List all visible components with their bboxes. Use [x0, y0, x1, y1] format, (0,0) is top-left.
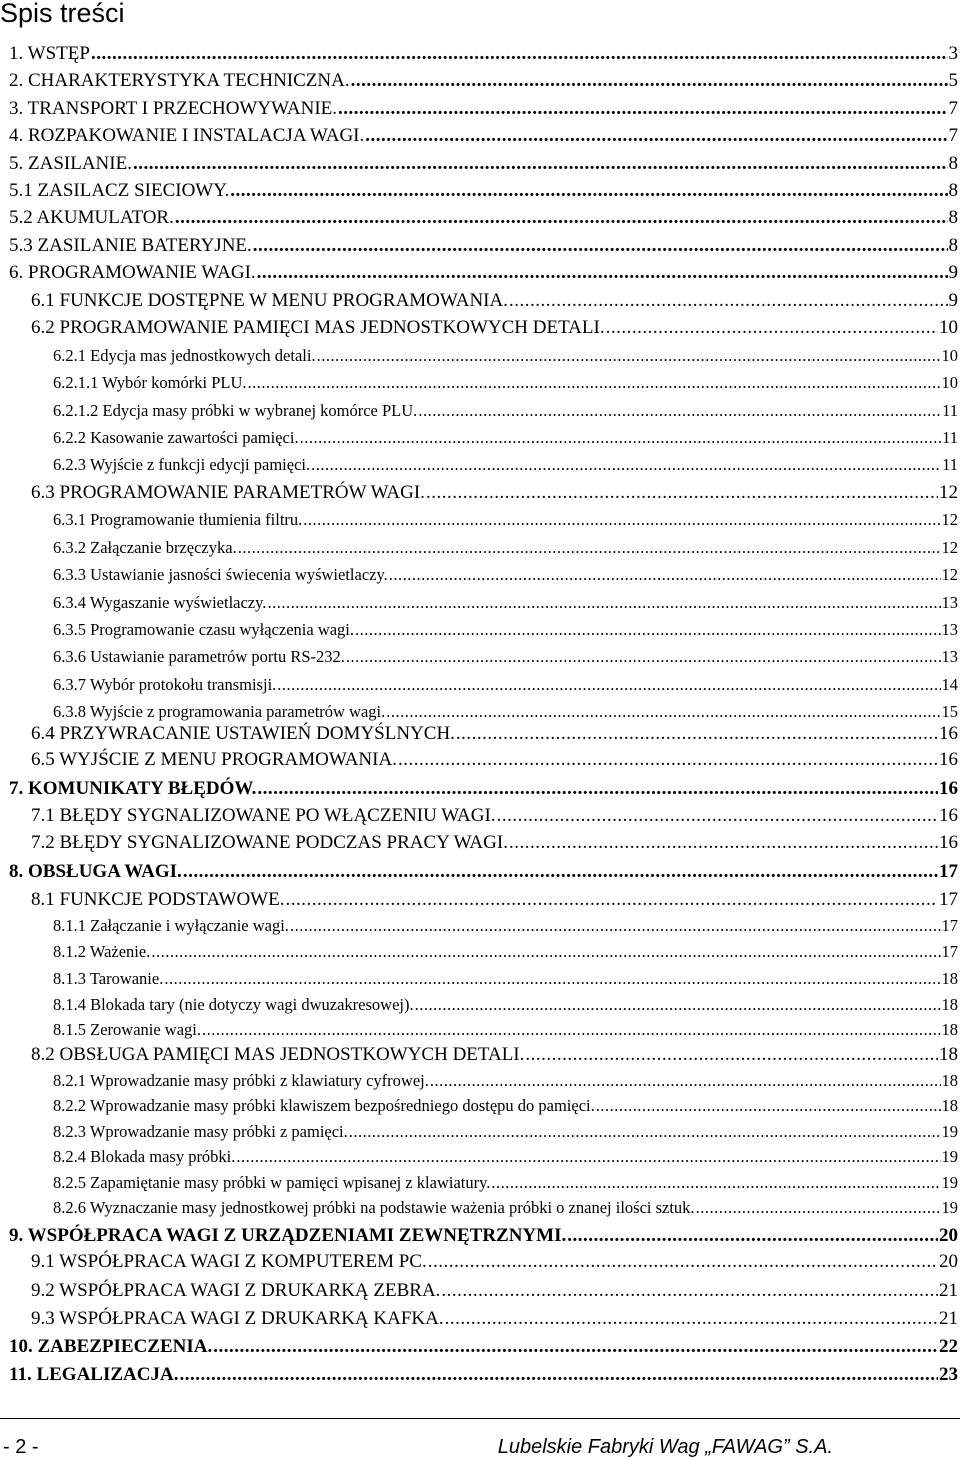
toc-leader-dots	[179, 1361, 938, 1388]
toc-entry-page: 5	[948, 70, 958, 91]
toc-entry[interactable]	[31, 720, 958, 747]
toc-entry[interactable]	[9, 177, 958, 204]
toc-entry[interactable]	[53, 397, 958, 424]
toc-entry-page: 8	[948, 207, 958, 228]
toc-entry-label: 8.1.1 Załączanie i wyłączanie wagi.	[53, 916, 289, 935]
toc-leader-dots	[441, 1277, 938, 1304]
toc-entry-label: 8.2.2 Wprowadzanie masy próbki klawiszem bezpośredniego dostępu do pamięci.	[53, 1096, 595, 1115]
toc-entry-page: 18	[941, 1020, 958, 1039]
toc-entry-page: 12	[941, 510, 958, 529]
toc-entry[interactable]	[53, 643, 958, 670]
toc-entry-label: 5.3 ZASILANIE BATERYJNE.	[9, 235, 252, 256]
toc-entry-label: 9.1 WSPÓŁPRACA WAGI Z KOMPUTEREM PC.	[31, 1251, 427, 1272]
toc-entry[interactable]	[53, 424, 958, 451]
toc-entry-label: 6.3.6 Ustawianie parametrów portu RS-232.	[53, 647, 345, 666]
toc-entry-page: 14	[941, 675, 958, 694]
toc-entry-page: 17	[939, 889, 958, 910]
toc-entry-page: 12	[941, 565, 958, 584]
toc-entry-page: 19	[941, 1147, 958, 1166]
toc-entry-page: 12	[941, 538, 958, 557]
toc-leader-dots	[596, 1092, 941, 1119]
toc-entry-label: 7.1 BŁĘDY SYGNALIZOWANE PO WŁĄCZENIU WAGI.	[31, 805, 496, 826]
toc-entry-page: 15	[941, 702, 958, 721]
toc-entry[interactable]	[53, 1194, 958, 1221]
toc-entry[interactable]	[53, 1067, 958, 1094]
toc-entry-page: 12	[939, 482, 958, 503]
toc-entry-page: 21	[939, 1308, 958, 1329]
toc-entry[interactable]	[53, 534, 958, 561]
toc-entry-page: 8	[948, 153, 958, 174]
toc-entry-label: 8.1 FUNKCJE PODSTAWOWE.	[31, 889, 285, 910]
toc-entry-page: 17	[941, 916, 958, 935]
toc-entry-label: 8.1.5 Zerowanie wagi.	[53, 1020, 201, 1039]
toc-entry-page: 16	[939, 749, 958, 770]
toc-entry-label: 8.2.3 Wprowadzanie masy próbki z pamięci.	[53, 1122, 348, 1141]
toc-leader-dots	[351, 67, 948, 94]
toc-entry-page: 10	[941, 346, 958, 365]
toc-leader-dots	[338, 95, 947, 122]
toc-leader-dots	[230, 177, 947, 204]
toc-entry-label: 8.2.4 Blokada masy próbki.	[53, 1147, 236, 1166]
toc-entry-page: 20	[939, 1225, 958, 1246]
toc-entry-label: 10. ZABEZPIECZENIA.	[9, 1336, 213, 1357]
toc-leader-dots	[253, 232, 948, 259]
toc-entry-label: 2. CHARAKTERYSTYKA TECHNICZNA.	[9, 70, 350, 91]
toc-entry-page: 7	[948, 98, 958, 119]
toc-leader-dots	[277, 671, 940, 698]
toc-entry[interactable]	[53, 589, 958, 616]
toc-entry-label: 8.1.4 Blokada tary (nie dotyczy wagi dwuzakresowej).	[53, 995, 414, 1014]
toc-entry-page: 17	[941, 942, 958, 961]
toc-leader-dots	[525, 1041, 938, 1068]
toc-entry-label: 6.3 PROGRAMOWANIE PARAMETRÓW WAGI.	[31, 482, 425, 503]
toc-entry-page: 17	[939, 861, 958, 882]
toc-leader-dots	[428, 1248, 938, 1275]
toc-entry-label: 5.1 ZASILACZ SIECIOWY.	[9, 180, 230, 201]
toc-leader-dots	[238, 534, 941, 561]
footer-divider	[0, 1418, 960, 1419]
toc-entry-page: 13	[941, 593, 958, 612]
toc-leader-dots	[183, 858, 938, 885]
toc-leader-dots	[164, 965, 940, 992]
footer-page-number: - 2 -	[3, 1436, 39, 1458]
toc-entry-label: 6.4 PRZYWRACANIE USTAWIEŃ DOMYŚLNYCH.	[31, 723, 455, 744]
toc-entry-label: 7. KOMUNIKATY BŁĘDÓW.	[9, 778, 257, 799]
toc-entry[interactable]	[9, 775, 958, 802]
toc-entry-label: 9.2 WSPÓŁPRACA WAGI Z DRUKARKĄ ZEBRA.	[31, 1280, 441, 1301]
toc-entry-page: 18	[941, 969, 958, 988]
toc-entry[interactable]	[53, 991, 958, 1018]
toc-leader-dots	[311, 451, 941, 478]
toc-entry-page: 13	[941, 620, 958, 639]
toc-entry[interactable]	[53, 342, 958, 369]
toc-leader-dots	[303, 506, 940, 533]
toc-entry[interactable]	[31, 1277, 958, 1304]
toc-entry[interactable]	[53, 965, 958, 992]
toc-leader-dots	[606, 314, 938, 341]
toc-leader-dots	[151, 938, 940, 965]
toc-leader-dots	[398, 746, 938, 773]
toc-entry[interactable]	[9, 122, 958, 149]
toc-entry-label: 6.2 PROGRAMOWANIE PAMIĘCI MAS JEDNOSTKOWYCH DETALI.	[31, 317, 605, 338]
toc-entry-label: 6.3.4 Wygaszanie wyświetlaczy.	[53, 593, 267, 612]
toc-entry[interactable]	[9, 67, 958, 94]
toc-entry-label: 6.2.3 Wyjście z funkcji edycji pamięci.	[53, 455, 311, 474]
toc-leader-dots	[430, 1067, 941, 1094]
toc-entry-label: 4. ROZPAKOWANIE I INSTALACJA WAGI.	[9, 125, 365, 146]
toc-entry-page: 23	[939, 1364, 958, 1385]
toc-entry[interactable]	[9, 204, 958, 231]
toc-entry[interactable]	[31, 1248, 958, 1275]
toc-entry[interactable]	[9, 40, 958, 67]
toc-entry-label: 1. WSTĘP	[9, 43, 90, 64]
toc-leader-dots	[257, 775, 938, 802]
toc-entry[interactable]	[9, 150, 958, 177]
toc-leader-dots	[285, 886, 938, 913]
toc-entry-label: 6.3.2 Załączanie brzęczyka.	[53, 538, 237, 557]
toc-entry-page: 21	[939, 1280, 958, 1301]
toc-entry[interactable]	[31, 746, 958, 773]
toc-entry-page: 18	[941, 995, 958, 1014]
toc-entry[interactable]	[9, 1361, 958, 1388]
toc-entry[interactable]	[9, 259, 958, 286]
toc-entry[interactable]	[31, 314, 958, 341]
toc-leader-dots	[300, 424, 942, 451]
toc-entry-label: 9. WSPÓŁPRACA WAGI Z URZĄDZENIAMI ZEWNĘTRZNYMI.	[9, 1225, 567, 1246]
toc-leader-dots	[509, 287, 948, 314]
toc-leader-dots	[267, 589, 940, 616]
toc-entry[interactable]	[53, 671, 958, 698]
toc-entry-page: 19	[941, 1122, 958, 1141]
toc-entry-label: 8. OBSŁUGA WAGI.	[9, 861, 182, 882]
toc-entry-page: 16	[939, 805, 958, 826]
toc-entry-label: 6.3.7 Wybór protokołu transmisji.	[53, 675, 277, 694]
toc-entry[interactable]	[53, 451, 958, 478]
toc-entry-page: 9	[948, 290, 958, 311]
toc-entry[interactable]	[31, 829, 958, 856]
toc-leader-dots	[445, 1305, 938, 1332]
toc-leader-dots	[509, 829, 938, 856]
toc-entry-label: 9.3 WSPÓŁPRACA WAGI Z DRUKARKĄ KAFKA.	[31, 1308, 444, 1329]
toc-leader-dots	[236, 1143, 940, 1170]
toc-entry-page: 22	[939, 1336, 958, 1357]
toc-entry[interactable]	[53, 1092, 958, 1119]
toc-leader-dots	[355, 616, 940, 643]
toc-entry-page: 19	[941, 1173, 958, 1192]
toc-entry-page: 9	[948, 262, 958, 283]
toc-entry[interactable]	[53, 616, 958, 643]
toc-leader-dots	[365, 122, 947, 149]
toc-entry-label: 6.3.8 Wyjście z programowania parametrów wagi.	[53, 702, 386, 721]
toc-entry[interactable]	[31, 802, 958, 829]
toc-entry-page: 16	[939, 778, 958, 799]
toc-entry-page: 10	[941, 373, 958, 392]
toc-entry[interactable]	[53, 912, 958, 939]
toc-entry[interactable]	[31, 1305, 958, 1332]
toc-entry-label: 6.3.1 Programowanie tłumienia filtru.	[53, 510, 303, 529]
toc-entry[interactable]	[31, 287, 958, 314]
toc-leader-dots	[290, 912, 941, 939]
toc-leader-dots	[133, 150, 948, 177]
toc-leader-dots	[415, 991, 941, 1018]
toc-entry[interactable]	[9, 1333, 958, 1360]
toc-entry-label: 8.2.1 Wprowadzanie masy próbki z klawiatury cyfrowej.	[53, 1071, 429, 1090]
toc-entry-page: 18	[941, 1071, 958, 1090]
toc-entry-page: 11	[942, 428, 958, 447]
toc-entry-page: 11	[942, 455, 958, 474]
toc-entry-label: 5. ZASILANIE.	[9, 153, 132, 174]
toc-leader-dots	[349, 1118, 941, 1145]
toc-leader-dots	[418, 397, 941, 424]
toc-entry-label: 8.2.6 Wyznaczanie masy jednostkowej próbki na podstawie ważenia próbki o znanej ilości sztuk.	[53, 1198, 695, 1217]
toc-entry-label: 6.2.1 Edycja mas jednostkowych detali.	[53, 346, 316, 365]
toc-entry-label: 7.2 BŁĘDY SYGNALIZOWANE PODCZAS PRACY WAGI.	[31, 832, 508, 853]
toc-entry-page: 19	[941, 1198, 958, 1217]
toc-entry[interactable]	[53, 1118, 958, 1145]
toc-entry-label: 6.3.5 Programowanie czasu wyłączenia wagi.	[53, 620, 355, 639]
toc-leader-dots	[248, 369, 941, 396]
toc-entry[interactable]	[9, 232, 958, 259]
toc-entry[interactable]	[53, 938, 958, 965]
toc-entry-page: 3	[948, 43, 958, 64]
toc-title: Spis treści	[0, 0, 125, 28]
toc-entry-page: 8	[948, 235, 958, 256]
toc-entry-page: 10	[939, 317, 958, 338]
toc-leader-dots	[175, 204, 948, 231]
toc-entry-page: 7	[948, 125, 958, 146]
toc-entry-page: 8	[948, 180, 958, 201]
toc-entry-label: 6.2.2 Kasowanie zawartości pamięci.	[53, 428, 299, 447]
toc-entry-label: 6.1 FUNKCJE DOSTĘPNE W MENU PROGRAMOWANIA.	[31, 290, 508, 311]
toc-leader-dots	[389, 561, 941, 588]
toc-entry[interactable]	[53, 1016, 958, 1043]
toc-entry[interactable]	[31, 1041, 958, 1068]
toc-leader-dots	[91, 40, 948, 67]
toc-leader-dots	[497, 802, 938, 829]
toc-leader-dots	[491, 1169, 940, 1196]
toc-entry[interactable]	[53, 561, 958, 588]
toc-entry[interactable]	[9, 95, 958, 122]
toc-leader-dots	[213, 1333, 938, 1360]
toc-entry-label: 6.2.1.2 Edycja masy próbki w wybranej komórce PLU.	[53, 401, 418, 420]
toc-entry-page: 18	[941, 1096, 958, 1115]
toc-entry-label: 3. TRANSPORT I PRZECHOWYWANIE.	[9, 98, 338, 119]
toc-entry-label: 6.2.1.1 Wybór komórki PLU.	[53, 373, 247, 392]
toc-leader-dots	[257, 259, 948, 286]
toc-leader-dots	[456, 720, 938, 747]
toc-leader-dots	[696, 1194, 941, 1221]
toc-entry-page: 18	[939, 1044, 958, 1065]
toc-entry-label: 8.1.2 Ważenie.	[53, 942, 151, 961]
toc-entry[interactable]	[53, 1143, 958, 1170]
toc-entry-page: 11	[942, 401, 958, 420]
toc-leader-dots	[317, 342, 941, 369]
toc-leader-dots	[202, 1016, 941, 1043]
footer-company: Lubelskie Fabryki Wag „FAWAG” S.A.	[497, 1436, 833, 1458]
toc-entry-label: 8.2.5 Zapamiętanie masy próbki w pamięci wpisanej z klawiatury.	[53, 1173, 491, 1192]
toc-entry-page: 20	[939, 1251, 958, 1272]
toc-entry[interactable]	[53, 369, 958, 396]
toc-entry-label: 11. LEGALIZACJA.	[9, 1364, 179, 1385]
toc-leader-dots	[567, 1222, 938, 1249]
toc-entry-page: 16	[939, 723, 958, 744]
toc-entry-label: 6.5 WYJŚCIE Z MENU PROGRAMOWANIA.	[31, 749, 397, 770]
toc-entry-page: 13	[941, 647, 958, 666]
toc-entry[interactable]	[9, 858, 958, 885]
toc-entry[interactable]	[31, 479, 958, 506]
toc-entry[interactable]	[31, 886, 958, 913]
toc-entry[interactable]	[9, 1222, 958, 1249]
toc-leader-dots	[346, 643, 941, 670]
toc-entry-label: 8.2 OBSŁUGA PAMIĘCI MAS JEDNOSTKOWYCH DETALI.	[31, 1044, 525, 1065]
toc-leader-dots	[426, 479, 938, 506]
toc-entry-page: 16	[939, 832, 958, 853]
toc-entry-label: 6. PROGRAMOWANIE WAGI.	[9, 262, 256, 283]
toc-entry-label: 6.3.3 Ustawianie jasności świecenia wyświetlaczy.	[53, 565, 388, 584]
toc-entry[interactable]	[53, 506, 958, 533]
toc-entry-label: 5.2 AKUMULATOR.	[9, 207, 174, 228]
toc-entry-label: 8.1.3 Tarowanie.	[53, 969, 164, 988]
toc-entry[interactable]	[53, 1169, 958, 1196]
